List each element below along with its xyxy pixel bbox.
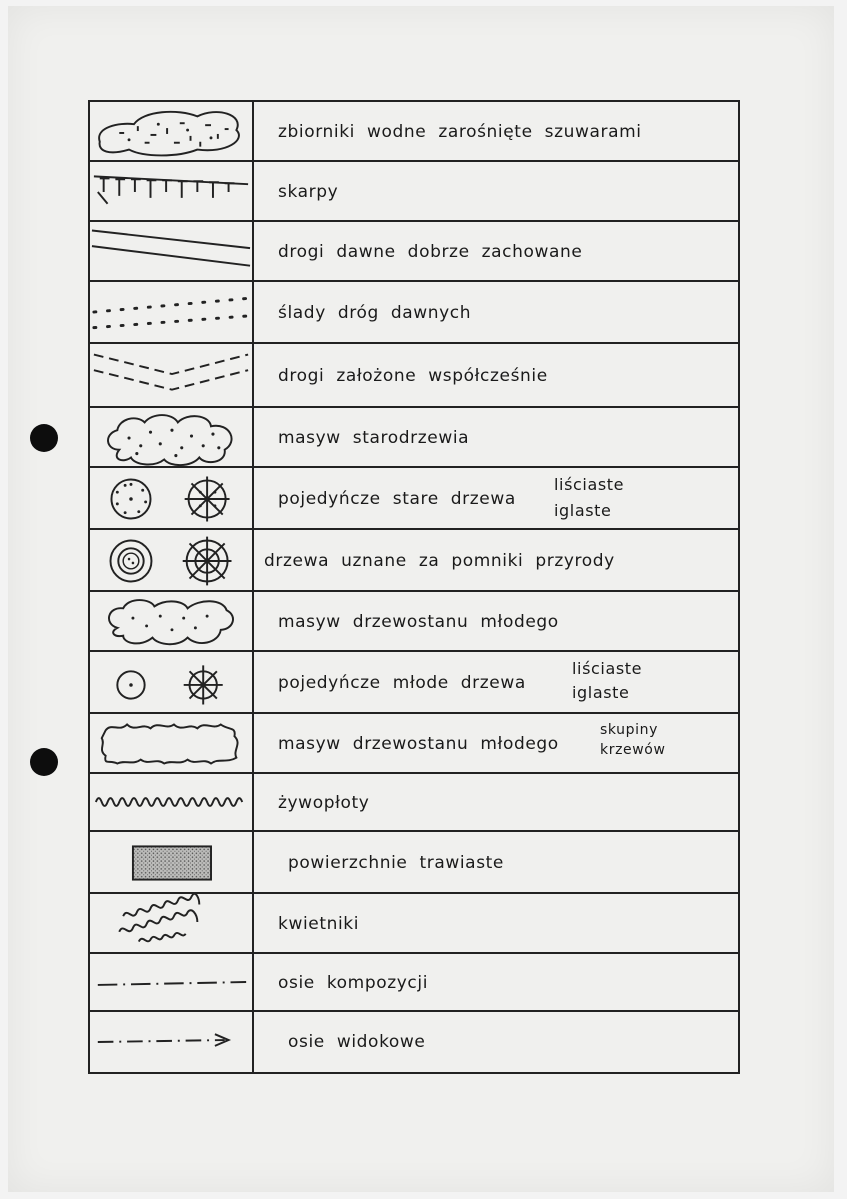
- legend-desc: [254, 222, 740, 282]
- legend-row-view-axis: [88, 1010, 740, 1074]
- legend-sublabel-shrubs: krzewów: [600, 742, 666, 758]
- legend-label: osie widokowe: [288, 1032, 426, 1052]
- hedge-icon: [88, 774, 254, 832]
- legend-label: masyw starodrzewia: [278, 428, 470, 448]
- legend-label: zbiorniki wodne zarośnięte szuwarami: [278, 122, 642, 142]
- legend-table: [88, 100, 740, 1072]
- punch-hole-top: [30, 424, 58, 452]
- legend-desc: [254, 894, 740, 954]
- legend-sublabel-conifer: iglaste: [554, 501, 612, 520]
- legend-label: masyw drzewostanu młodego: [278, 734, 559, 754]
- flowerbed-icon: [88, 894, 254, 954]
- young-forest-icon: [88, 592, 254, 652]
- old-tree-icon: [88, 468, 254, 530]
- legend-label: drogi dawne dobrze zachowane: [278, 242, 583, 262]
- composition-axis-icon: [88, 954, 254, 1012]
- legend-sublabel-conifer: iglaste: [572, 683, 630, 702]
- legend-label: powierzchnie trawiaste: [288, 853, 504, 873]
- old-road-icon: [88, 222, 254, 282]
- legend-desc: [254, 832, 740, 894]
- legend-label: kwietniki: [278, 914, 360, 934]
- legend-label: skarpy: [278, 182, 339, 202]
- legend-desc: [254, 1012, 740, 1072]
- legend-label: pojedyńcze młode drzewa: [278, 673, 526, 693]
- legend-label: masyw drzewostanu młodego: [278, 612, 559, 632]
- legend-desc: [254, 102, 740, 162]
- lawn-icon: [88, 832, 254, 894]
- legend-desc: [254, 652, 740, 714]
- legend-label: osie kompozycji: [278, 973, 429, 993]
- legend-row-nature-monument: [88, 528, 740, 592]
- legend-row-road-trace: [88, 280, 740, 344]
- legend-label: żywopłoty: [278, 793, 370, 813]
- legend-desc: [254, 468, 740, 530]
- legend-sublabel-shrub-groups: skupiny: [600, 722, 658, 738]
- legend-label: drogi założone współcześnie: [278, 366, 548, 386]
- legend-desc: [254, 408, 740, 468]
- view-axis-icon: [88, 1012, 254, 1072]
- legend-row-escarpment: [88, 160, 740, 222]
- punch-hole-bottom: [30, 748, 58, 776]
- shrub-group-icon: [88, 714, 254, 774]
- legend-row-flowerbed: [88, 892, 740, 954]
- legend-label: pojedyńcze stare drzewa: [278, 489, 516, 509]
- legend-label: ślady dróg dawnych: [278, 303, 472, 323]
- legend-desc: [254, 954, 740, 1012]
- legend-desc: [254, 774, 740, 832]
- nature-monument-icon: [88, 530, 254, 592]
- legend-desc: [254, 714, 740, 774]
- legend-row-old-forest: [88, 406, 740, 468]
- young-tree-icon: [88, 652, 254, 714]
- legend-desc: [254, 530, 740, 592]
- legend-sublabel-deciduous: liściaste: [554, 475, 625, 494]
- legend-row-shrub-group: [88, 712, 740, 774]
- legend-desc: [254, 592, 740, 652]
- legend-row-modern-road: [88, 342, 740, 408]
- modern-road-icon: [88, 344, 254, 408]
- legend-row-old-tree: [88, 466, 740, 530]
- legend-desc: [254, 162, 740, 222]
- legend-row-hedge: [88, 772, 740, 832]
- legend-row-lawn: [88, 830, 740, 894]
- old-forest-icon: [88, 408, 254, 468]
- legend-row-reed-water: [88, 100, 740, 162]
- legend-row-young-forest: [88, 590, 740, 652]
- legend-row-composition-axis: [88, 952, 740, 1012]
- legend-desc: [254, 344, 740, 408]
- legend-desc: [254, 282, 740, 344]
- legend-row-old-road: [88, 220, 740, 282]
- legend-row-young-tree: [88, 650, 740, 714]
- escarpment-icon: [88, 162, 254, 222]
- road-trace-icon: [88, 282, 254, 344]
- reed-water-icon: [88, 102, 254, 162]
- legend-label: drzewa uznane za pomniki przyrody: [264, 551, 615, 571]
- legend-sublabel-deciduous: liściaste: [572, 659, 643, 678]
